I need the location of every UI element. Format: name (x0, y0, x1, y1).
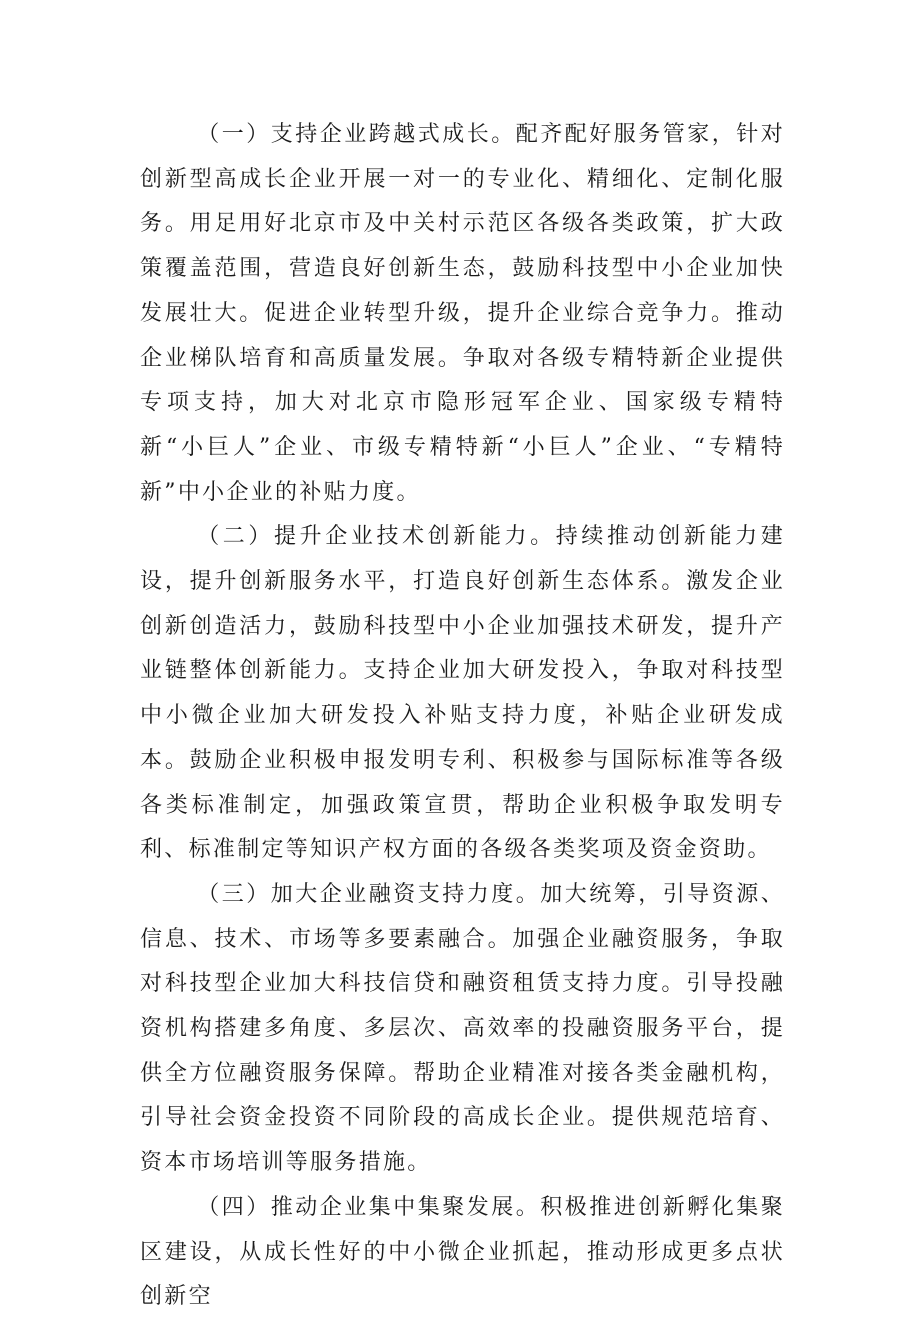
paragraph-financing-support: （三）加大企业融资支持力度。加大统筹，引导资源、信息、技术、市场等多要素融合。加强企业融资服务，争取对科技型企业加大科技信贷和融资租赁支持力度。引导投融资机构搭建多角度、多层次、高效率的投融资服务平台，提供全方位融资服务保障。帮助企业精准对接各类金融机构，引导社会资金投资不同阶段的高成长企业。提供规范培育、资本市场培训等服务措施。 (140, 881, 785, 1176)
paragraph-tech-innovation: （二）提升企业技术创新能力。持续推动创新能力建设，提升创新服务水平，打造良好创新生态体系。激发企业创新创造活力，鼓励科技型中小企业加强技术研发，提升产业链整体创新能力。支持企业加大研发投入，争取对科技型中小微企业加大研发投入补贴支持力度，补贴企业研发成本。鼓励企业积极申报发明专利、积极参与国际标准等各级各类标准制定，加强政策宣贯，帮助企业积极争取发明专利、标准制定等知识产权方面的各级各类奖项及资金资助。 (140, 524, 785, 863)
document-body (140, 113, 785, 1320)
paragraph-cluster-development: （四）推动企业集中集聚发展。积极推进创新孵化集聚区建设，从成长性好的中小微企业抓起，推动形成更多点状创新空 (140, 1194, 785, 1310)
paragraph-support-growth: （一）支持企业跨越式成长。配齐配好服务管家，针对创新型高成长企业开展一对一的专业化、精细化、定制化服务。用足用好北京市及中关村示范区各级各类政策，扩大政策覆盖范围，营造良好创新生态，鼓励科技型中小企业加快发展壮大。促进企业转型升级，提升企业综合竞争力。推动企业梯队培育和高质量发展。争取对各级专精特新企业提供专项支持，加大对北京市隐形冠军企业、国家级专精特新“小巨人”企业、市级专精特新“小巨人”企业、“专精特新”中小企业的补贴力度。 (140, 122, 785, 505)
